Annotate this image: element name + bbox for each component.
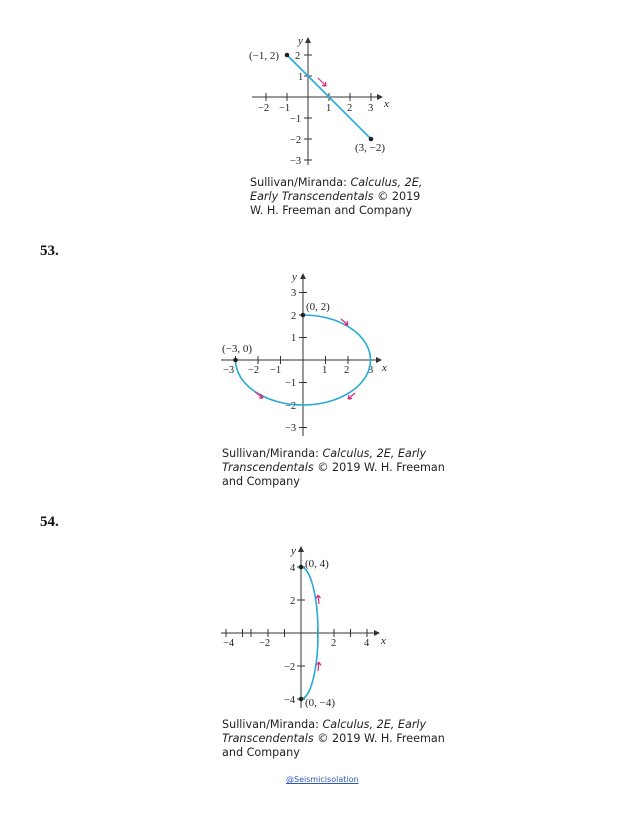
direction-arrow-icon bbox=[318, 78, 326, 86]
figure-2-caption: Sullivan/Miranda: Calculus, 2E, Early Transcendentals © 2019 W. H. Freeman and Company bbox=[222, 447, 445, 488]
direction-arrow-icon bbox=[317, 662, 322, 671]
x-tick-label: −2 bbox=[258, 103, 270, 114]
x-axis-label: x bbox=[384, 98, 389, 110]
x-tick-label: −2 bbox=[259, 638, 271, 649]
x-axis-label: x bbox=[382, 362, 387, 374]
x-tick-label: −3 bbox=[223, 365, 235, 376]
problem-number: 53. bbox=[40, 243, 59, 259]
figure-1-caption: Sullivan/Miranda: Calculus, 2E, Early Transcendentals © 2019 W. H. Freeman and Company bbox=[250, 176, 423, 217]
figure-3-caption: Sullivan/Miranda: Calculus, 2E, Early Transcendentals © 2019 W. H. Freeman and Company bbox=[222, 718, 445, 759]
problem-number: 54. bbox=[40, 514, 59, 530]
y-tick-label: 3 bbox=[291, 288, 297, 299]
x-tick-label: −4 bbox=[223, 638, 235, 649]
x-tick-label: 2 bbox=[347, 103, 353, 114]
watermark-link[interactable]: @Seismicisolation bbox=[286, 775, 359, 784]
direction-arrow-icon bbox=[348, 393, 355, 399]
y-tick-label: −1 bbox=[285, 378, 297, 389]
point-label-end: (3, −2) bbox=[355, 142, 386, 154]
x-tick-label: −1 bbox=[279, 103, 291, 114]
endpoint-dot bbox=[369, 137, 374, 142]
x-tick-label: 3 bbox=[368, 103, 374, 114]
y-tick-label: 2 bbox=[295, 51, 301, 62]
y-axis-label: y bbox=[291, 545, 296, 557]
point-label-start: (0, 2) bbox=[306, 301, 330, 313]
figure-3-ellipse-arc bbox=[215, 543, 395, 713]
direction-arrow-icon bbox=[255, 392, 263, 398]
x-tick-label: 4 bbox=[364, 638, 370, 649]
x-tick-label: 1 bbox=[326, 103, 332, 114]
endpoint-dot bbox=[285, 53, 290, 58]
x-tick-label: 3 bbox=[368, 365, 374, 376]
point-label-start: (−1, 2) bbox=[249, 50, 280, 62]
figure-2-ellipse-arc bbox=[215, 268, 405, 443]
figure-1-line-segment bbox=[240, 30, 410, 175]
x-tick-label: −1 bbox=[270, 365, 282, 376]
y-tick-label: −3 bbox=[285, 423, 297, 434]
point-label-start: (0, 4) bbox=[305, 558, 329, 570]
endpoint-dot bbox=[299, 565, 304, 570]
y-tick-label: −4 bbox=[284, 695, 296, 706]
x-tick-label: 2 bbox=[344, 365, 350, 376]
y-tick-label: 1 bbox=[291, 333, 297, 344]
y-tick-label: −3 bbox=[290, 156, 302, 167]
y-tick-label: 2 bbox=[290, 596, 296, 607]
y-axis-label: y bbox=[298, 35, 303, 47]
y-tick-label: −2 bbox=[284, 662, 296, 673]
x-tick-label: 2 bbox=[331, 638, 337, 649]
y-tick-label: 1 bbox=[298, 72, 304, 83]
y-tick-label: −1 bbox=[290, 114, 302, 125]
x-tick-label: 1 bbox=[322, 365, 328, 376]
endpoint-dot bbox=[301, 313, 306, 318]
y-axis-label: y bbox=[292, 271, 297, 283]
x-axis-label: x bbox=[381, 635, 386, 647]
y-tick-label: −2 bbox=[285, 401, 297, 412]
point-label-end: (0, −4) bbox=[305, 697, 336, 709]
y-tick-label: −2 bbox=[290, 135, 302, 146]
y-tick-label: 2 bbox=[291, 311, 297, 322]
endpoint-dot bbox=[233, 358, 238, 363]
endpoint-dot bbox=[299, 697, 304, 702]
x-tick-label: −2 bbox=[248, 365, 260, 376]
point-label-end: (−3, 0) bbox=[222, 343, 253, 355]
y-tick-label: 4 bbox=[290, 563, 296, 574]
